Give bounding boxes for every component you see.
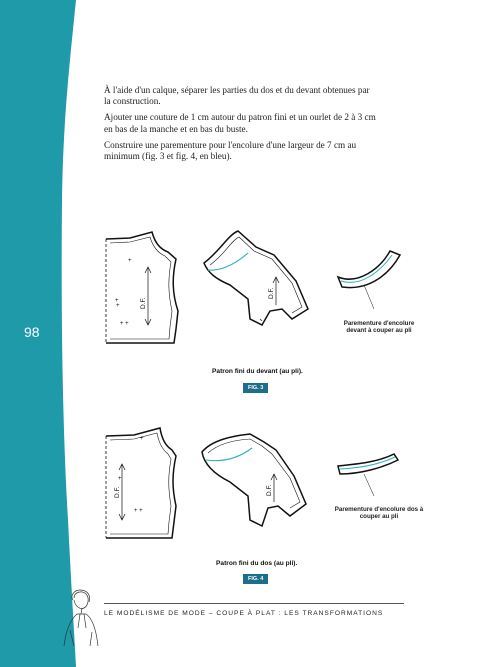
svg-text:+: +	[116, 303, 120, 309]
fig4-df-label-1: D.F.	[114, 486, 121, 498]
paragraph-2: Ajouter une couture de 1 cm autour du patron fini et un ourlet de 2 à 3 cm en bas de la manche et en bas du buste.	[104, 112, 376, 134]
fig3-bodice-front	[106, 232, 178, 343]
svg-text:+: +	[115, 298, 119, 304]
svg-text:+ +: + +	[120, 321, 129, 327]
fig4-facing-note: Parementure d'encolure dos à couper au pli	[334, 506, 424, 521]
fig3-df-label-1: D.F.	[140, 297, 147, 309]
fashion-sketch-woman-icon	[60, 588, 104, 648]
fig4-badge: FIG. 4	[243, 574, 268, 584]
footer-rule	[104, 603, 404, 604]
fig3-df-label-2: D.F.	[268, 287, 275, 299]
fig4-bodice-back	[106, 428, 176, 538]
fig3-neck-facing	[338, 251, 400, 309]
fig3-facing-note: Parementure d'encolure devant à couper au pli	[343, 320, 415, 335]
page-number: 98	[24, 324, 40, 340]
paragraph-3: Construire une parementure pour l'encolure d'une largeur de 7 cm au minimum (fig. 3 et fig. 4, en bleu).	[104, 139, 357, 162]
fig4-drawing	[100, 422, 420, 552]
fig3-drawing	[100, 225, 420, 355]
svg-text:+: +	[128, 258, 132, 264]
body-text	[104, 85, 376, 167]
fig4-sleeve	[202, 434, 306, 526]
fig3-sleeve	[204, 231, 308, 325]
paragraph-1: À l'aide d'un calque, séparer les parties du dos et du devant obtenues par la construction.	[104, 85, 370, 107]
fig4-caption: Patron fini du dos (au pli).	[216, 560, 298, 567]
svg-text:+ +: + +	[134, 508, 143, 514]
running-footer: LE MODÉLISME DE MODE – COUPE À PLAT : LES TRANSFORMATIONS	[104, 610, 384, 617]
fig4-df-label-2: D.F.	[266, 484, 273, 496]
svg-text:+: +	[118, 476, 122, 482]
fig3-badge: FIG. 3	[243, 383, 268, 393]
fig3-caption: Patron fini du devant (au pli).	[212, 368, 303, 375]
svg-text:+: +	[140, 436, 144, 442]
fig4-neck-facing	[338, 454, 398, 496]
